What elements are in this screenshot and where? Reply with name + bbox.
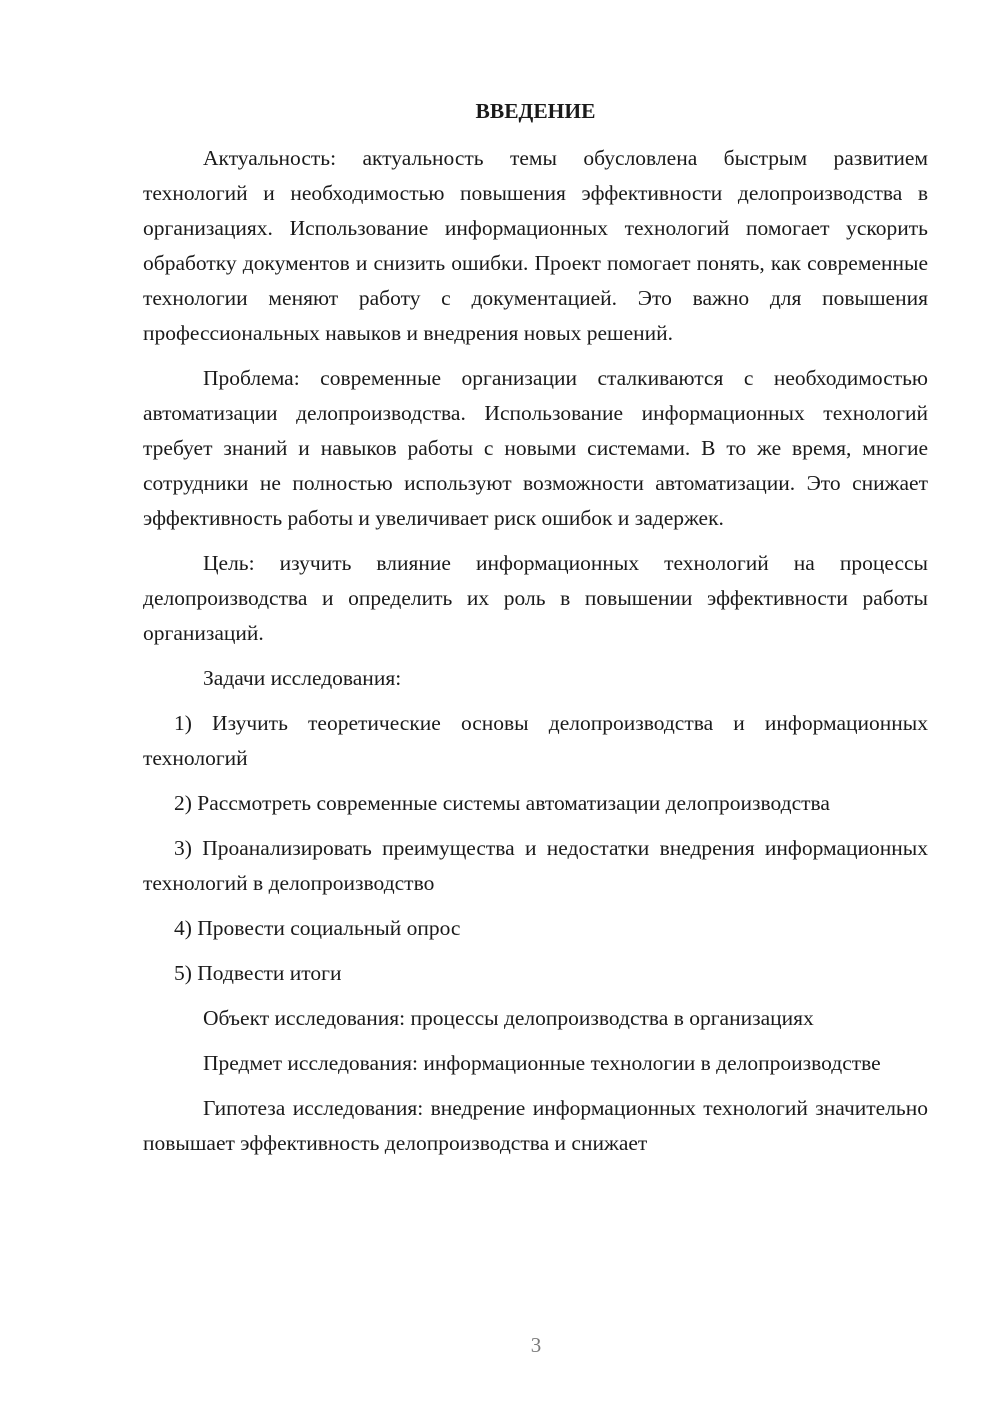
paragraph-goal: Цель: изучить влияние информационных технологий на процессы делопроизводства и определить их роль в повышении эффективности работы организаций. <box>143 551 928 645</box>
task-item-3: 3) Проанализировать преимущества и недостатки внедрения информационных технологий в делопроизводство <box>143 836 928 895</box>
section-title: ВВЕДЕНИЕ <box>475 99 596 123</box>
paragraph-subject: Предмет исследования: информационные технологии в делопроизводстве <box>203 1051 881 1075</box>
paragraph-object: Объект исследования: процессы делопроизводства в организациях <box>203 1006 814 1030</box>
page-number: 3 <box>530 1333 542 1357</box>
task-item-5: 5) Подвести итоги <box>174 961 342 985</box>
task-item-1: 1) Изучить теоретические основы делопроизводства и информационных технологий <box>143 711 928 770</box>
paragraph-problem: Проблема: современные организации сталкиваются с необходимостью автоматизации делопроизводства. Использование информационных технологий требует знаний и навыков работы с новыми системами. В то же время, многие сотрудники не полностью используют возможности автоматизации. Это снижает эффективность работы и увеличивает риск ошибок и задержек. <box>143 366 928 530</box>
document-body <box>143 95 928 1161</box>
paragraph-relevance: Актуальность: актуальность темы обусловлена быстрым развитием технологий и необходимостью повышения эффективности делопроизводства в организациях. Использование информационных технологий помогает ускорить обработку документов и снизить ошибки. Проект помогает понять, как современные технологии меняют работу с документацией. Это важно для повышения профессиональных навыков и внедрения новых решений. <box>143 146 928 345</box>
task-item-4: 4) Провести социальный опрос <box>174 916 461 940</box>
task-item-2: 2) Рассмотреть современные системы автоматизации делопроизводства <box>174 791 830 815</box>
tasks-heading: Задачи исследования: <box>203 666 402 690</box>
paragraph-hypothesis: Гипотеза исследования: внедрение информационных технологий значительно повышает эффективность делопроизводства и снижает <box>143 1096 928 1155</box>
